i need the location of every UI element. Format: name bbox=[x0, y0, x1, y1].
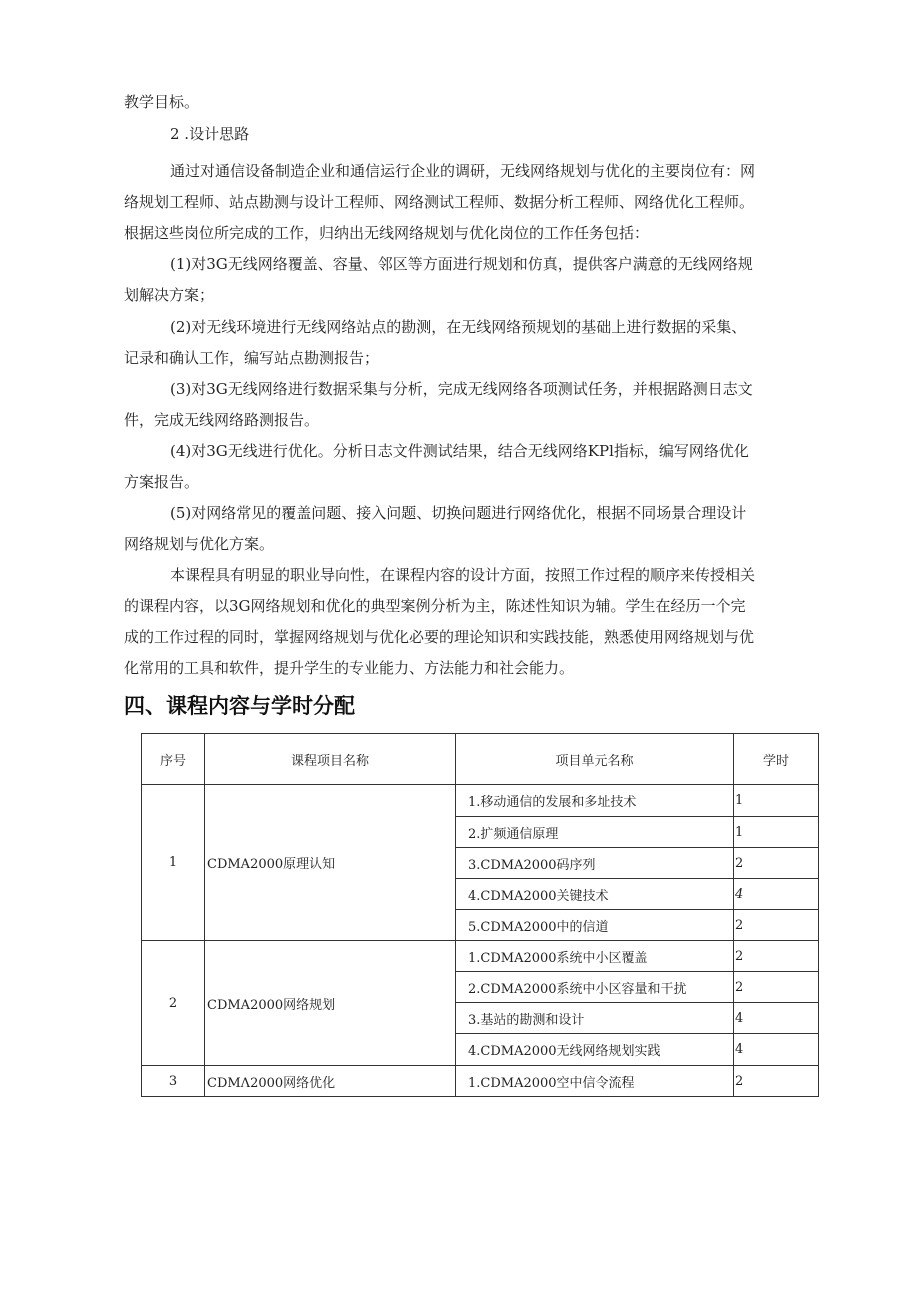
unit-name: 3.基站的勘测和设计 bbox=[456, 1003, 734, 1034]
unit-name: 2.扩频通信原理 bbox=[456, 817, 734, 848]
text-line: 化常用的工具和软件，提升学生的专业能力、方法能力和社会能力。 bbox=[124, 659, 575, 677]
unit-hours: 1 bbox=[734, 785, 819, 817]
unit-hours: 4 bbox=[734, 879, 819, 910]
unit-name: 1.CDMA2000空中信令流程 bbox=[456, 1066, 734, 1097]
text-line: 教学目标。 bbox=[124, 93, 200, 111]
course-table bbox=[141, 733, 819, 1097]
text-line: 的课程内容，以3G网络规划和优化的典型案例分析为主，陈述性知识为辅。学生在经历一个完 bbox=[124, 597, 746, 615]
project-name: CDMA2000原理认知 bbox=[205, 785, 456, 941]
text-line: 本课程具有明显的职业导向性，在课程内容的设计方面，按照工作过程的顺序来传授相关 bbox=[170, 566, 756, 584]
subsection-title: 2 .设计思路 bbox=[170, 125, 250, 143]
text-line: 划解决方案； bbox=[124, 286, 215, 304]
text-line: 网络规划与优化方案。 bbox=[124, 535, 275, 553]
project-name: CDMΛ2000网络优化 bbox=[205, 1066, 456, 1097]
project-number: 1 bbox=[142, 785, 205, 941]
list-item-4: (4)对3G无线进行优化。分析日志文件测试结果，结合无线网络KPl指标，编写网络优化 bbox=[170, 442, 749, 460]
list-item-2: (2)对无线环境进行无线网络站点的勘测，在无线网络预规划的基础上进行数据的采集、 bbox=[170, 318, 747, 336]
text-line: 根据这些岗位所完成的工作，归纳出无线网络规划与优化岗位的工作任务包括： bbox=[124, 224, 650, 242]
list-item-3: (3)对3G无线网络进行数据采集与分析，完成无线网络各项测试任务，并根据路测日志文 bbox=[170, 380, 753, 398]
unit-hours: 2 bbox=[734, 910, 819, 941]
table-row bbox=[142, 785, 819, 817]
unit-hours: 1 bbox=[734, 817, 819, 848]
unit-hours: 2 bbox=[734, 1066, 819, 1097]
unit-hours: 4 bbox=[734, 1003, 819, 1034]
text-line: 记录和确认工作，编写站点勘测报告； bbox=[124, 349, 380, 367]
header-unit: 项目单元名称 bbox=[456, 734, 734, 785]
project-name: CDMA2000网络规划 bbox=[205, 941, 456, 1066]
unit-name: 1.移动通信的发展和多址技术 bbox=[456, 785, 734, 817]
header-hours: 学时 bbox=[734, 734, 819, 785]
project-number: 2 bbox=[142, 941, 205, 1066]
unit-name: 2.CDMA2000系统中小区容量和干扰 bbox=[456, 972, 734, 1003]
unit-name: 1.CDMA2000系统中小区覆盖 bbox=[456, 941, 734, 972]
text-line: 通过对通信设备制造企业和通信运行企业的调研，无线网络规划与优化的主要岗位有：网 bbox=[170, 162, 756, 180]
unit-hours: 2 bbox=[734, 972, 819, 1003]
unit-name: 5.CDMA2000中的信道 bbox=[456, 910, 734, 941]
text-line: 成的工作过程的同时，掌握网络规划与优化必要的理论知识和实践技能，熟悉使用网络规划与优 bbox=[124, 628, 755, 646]
list-item-1: (1)对3G无线网络覆盖、容量、邻区等方面进行规划和仿真，提供客户满意的无线网络规 bbox=[170, 255, 753, 273]
section-heading: 四、课程内容与学时分配 bbox=[124, 694, 355, 718]
unit-name: 4.CDMA2000关键技术 bbox=[456, 879, 734, 910]
table-row bbox=[142, 941, 819, 972]
unit-hours: 4 bbox=[734, 1034, 819, 1066]
text-line: 络规划工程师、站点勘测与设计工程师、网络测试工程师、数据分析工程师、网络优化工程师。 bbox=[124, 193, 755, 211]
header-project: 课程项目名称 bbox=[205, 734, 456, 785]
table-header-row bbox=[142, 734, 819, 785]
text-line: 件，完成无线网络路测报告。 bbox=[124, 411, 320, 429]
header-num: 序号 bbox=[142, 734, 205, 785]
table-row bbox=[142, 1066, 819, 1097]
text-line: 方案报告。 bbox=[124, 473, 200, 491]
unit-name: 4.CDMA2000无线网络规划实践 bbox=[456, 1034, 734, 1066]
unit-name: 3.CDMA2000码序列 bbox=[456, 848, 734, 879]
project-number: 3 bbox=[142, 1066, 205, 1097]
unit-hours: 2 bbox=[734, 848, 819, 879]
list-item-5: (5)对网络常见的覆盖问题、接入问题、切换问题进行网络优化，根据不同场景合理设计 bbox=[170, 504, 747, 522]
unit-hours: 2 bbox=[734, 941, 819, 972]
